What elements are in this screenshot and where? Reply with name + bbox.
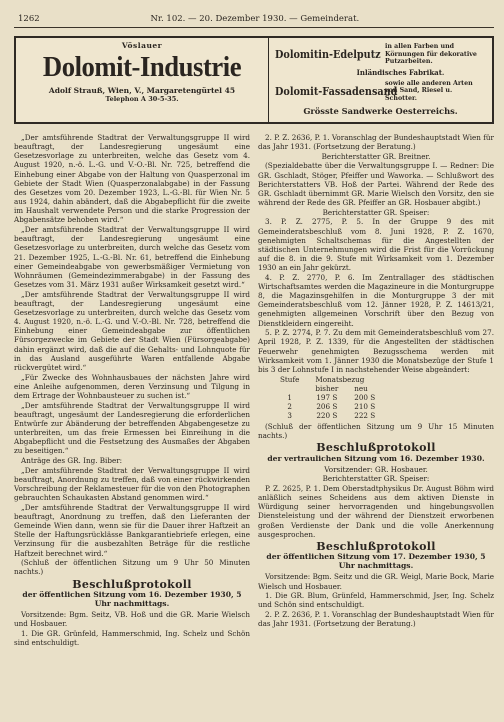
ad-footer: Grösste Sandwerke Oesterreichs. <box>303 106 458 116</box>
paragraph: „Der amtsführende Stadtrat der Verwaltungsgruppe II wird beauftragt, der Landesregierung ungesäumt eine Gesetzesvorlage zu unterbreiten, durch welche das Gesetz vom 4. August 1920, n.-ö. L.-G. und V.-O.-Bl. Nr. 728, betreffend die Einhebung einer Gemeindeabgabe zur öffentlichen Fürsorgezwecke im Gebiete der Stadt Wien (Fürsorgeabgabe) dahin ergänzt wird, daß die auf die Gehalts- und Lohnquote für in das Ausland ausgeführte Waren entfallende Abgabe rückvergütet wird.“ <box>14 289 250 372</box>
paragraph: 2. P. Z. 2636, P. 1. Voranschlag der Bundeshauptstadt Wien für das Jahr 1931. (Fortsetzung der Beratung.) <box>258 610 494 629</box>
ad-brand-small: Vöslauer <box>121 41 163 50</box>
salary-table <box>272 375 383 420</box>
paragraph: Vorsitzende: Bgm. Seitz, VB. Hoß und die GR. Marie Wielsch und Hosbauer. <box>14 609 250 629</box>
paragraph: 4. P. Z. 2770, P. 6. Im Zentrallager des städtischen Wirtschaftsamtes werden die Magazineure in die Monturgruppe 8, die Magazinsgehilfen in die Monturgruppe 3 der mit Gemeinderatsbeschluß vom 12. Jänner 1928, P. Z. 14613/21, genehmigten allgemeinen Vorschrift über den Bezug von Dienstkleidern eingereiht. <box>258 272 494 328</box>
reporter-line: Berichterstatter GR. Breitner. <box>321 151 431 161</box>
paragraph: (Spezialdebatte über die Verwaltungsgruppe I. — Redner: Die GR. Gschladt, Stöger, Pfeiffer und Waworka. — Schlußwort des Berichterstatters VB. Hoß der Partei. Während der Rede des GR. Gschladt übernimmt GR. Marie Wielsch den Vorsitz, den sie während der Rede des GR. Pfeiffer an GR. Hosbauer abgibt.) <box>258 161 494 208</box>
reporter-line: Berichterstatter GR. Speiser: <box>322 207 430 217</box>
ad-product-row <box>275 80 486 103</box>
newspaper-page <box>14 8 494 716</box>
table-cell: 197 S <box>316 393 338 403</box>
paragraph: 2. P. Z. 2636, P. 1. Voranschlag der Bundeshauptstadt Wien für das Jahr 1931. (Fortsetzung der Beratung.) <box>258 133 494 152</box>
table-cell: 206 S <box>316 402 338 412</box>
ad-products-block <box>269 38 492 122</box>
chair-line: Vorsitzender: GR. Hosbauer. <box>324 464 428 474</box>
section-heading: Beschlußprotokoll <box>72 577 192 591</box>
table-row <box>272 393 383 402</box>
paragraph: „Der amtsführende Stadtrat der Verwaltungsgruppe II wird beauftragt, ungesäumt der Landesregierung die erforderlichen Entwürfe zur Abänderung der betreffenden Abgabengesetze zu unterbreiten, um das freie Ermessen bei Einreihung in die Abgabepflicht und die Festsetzung des Ausmaßes der Abgaben zu beseitigen.“ <box>14 400 250 456</box>
paragraph: „Der amtsführende Stadtrat der Verwaltungsgruppe II wird beauftragt, der Landesregierung ungesäumt eine Gesetzesvorlage zu unterbreiten, welche das Gesetz vom 4. August 1920, n.-ö. L.-G. und V.-O.-Bl. Nr. 725, betreffend die Einhebung einer Abgabe von der Haltung von Quasperzonal im Gebiete der Stadt Wien (Quasperzonalabgabe) in der Fassung des Gesetzes vom 20. Dezember 1923, L.-G.-Bl. für Wien Nr. 5 aus 1924, dahin abändert, daß die Abgabepflicht für die zweite im Haushalt verwendete Person und die starke Progression der Abgabensätze behoben wird.“ <box>14 133 250 225</box>
ad-phone: Telephon A 30-5-35. <box>105 95 179 103</box>
ad-product-desc: in allen Farben und Körnungen für dekorative Putzarbeiten. <box>385 43 477 65</box>
paragraph: „Der amtsführende Stadtrat der Verwaltungsgruppe II wird beauftragt, der Landesregierung ungesäumt eine Gesetzesvorlage zu unterbreiten, durch welche das Gesetz vom 21. Dezember 1925, L.-G.-Bl. Nr. 61, betreffend die Einhebung einer Gemeindeabgabe von gewerbsmäßiger Vermietung von Wohnräumen (Gemeindezimmerabgabe) in der Fassung des Gesetzes vom 31. März 1931 außer Wirksamkeit gesetzt wird.“ <box>14 225 250 289</box>
section-subheading: der vertraulichen Sitzung vom 16. Dezember 1930. <box>267 453 485 463</box>
section-subheading: der öffentlichen Sitzung vom 16. Dezember 1930, 5 Uhr nachmittags. <box>22 589 242 608</box>
left-column <box>14 133 250 648</box>
paragraph: Vorsitzende: Bgm. Seitz und die GR. Weigl, Marie Bock, Marie Wielsch und Hosbauer. <box>258 572 494 591</box>
ad-brand-block <box>16 38 269 122</box>
table-cell: 210 S <box>354 402 376 412</box>
paragraph: 1. Die GR. Grünfeld, Hammerschmid, Ing. Schelz und Schön sind entschuldigt. <box>14 628 250 647</box>
table-cell: 222 S <box>354 411 376 421</box>
paragraph: (Schluß der öffentlichen Sitzung um 9 Uhr 50 Minuten nachts.) <box>14 558 250 577</box>
ad-brand-title: Dolomit-Industrie <box>42 51 242 83</box>
table-header: neu <box>354 384 368 394</box>
table-cell: 3 <box>287 411 292 421</box>
paragraph: „Der amtsführende Stadtrat der Verwaltungsgruppe II wird beauftragt, Anordnung zu treffen, daß den Lieferanten der Gemeinde Wien dann, wenn sie für die Dauer ihrer Haftzeit an Stelle der Haftungsrücklässe Bankgarantiebriefe erlegen, eine Verzinsung für die ausbezahlten Beträge für die restliche Haftzeit berechnet wird.“ <box>14 502 250 558</box>
section-subheading: der öffentlichen Sitzung vom 17. Dezember 1930, 5 Uhr nachmittags. <box>266 552 486 571</box>
ad-product-name: Dolomitin-Edelputz <box>275 47 381 62</box>
table-row <box>272 411 383 420</box>
paragraph: Anträge des GR. Ing. Biber: <box>21 455 123 465</box>
paragraph: „Für Zwecke des Wohnhausbaues der nächsten Jahre wird eine Anleihe aufgenommen, deren Verzinsung und Tilgung in dem Ertrage der Wohnbausteuer zu suchen ist.“ <box>14 372 250 400</box>
advertisement <box>14 36 494 124</box>
paragraph: (Schluß der öffentlichen Sitzung um 9 Uhr 15 Minuten nachts.) <box>258 422 494 441</box>
issue-info: Nr. 102. — 20. Dezember 1930. — Gemeinderat. <box>150 14 360 24</box>
ad-product-name: Dolomit-Fassadensand <box>275 83 398 98</box>
table-cell: 2 <box>287 402 292 412</box>
ad-address: Adolf Strauß, Wien, V., Margaretengürtel 45 <box>48 86 236 95</box>
page-number: 1262 <box>18 14 40 24</box>
ad-product-desc: sowie alle anderen Arten von Sand, Riesel u. Schotter. <box>385 79 473 102</box>
right-column <box>258 133 494 648</box>
table-cell: 1 <box>287 393 292 403</box>
page-header <box>14 8 494 28</box>
section-heading: Beschlußprotokoll <box>316 441 436 455</box>
table-header: bisher <box>315 384 339 394</box>
table-cell: 200 S <box>354 393 376 403</box>
ad-made-in: Inländisches Fabrikat. <box>356 67 445 77</box>
reporter-line: Berichterstatter GR. Speiser: <box>322 474 430 484</box>
table-row <box>272 402 383 411</box>
ad-product-row <box>275 43 486 66</box>
paragraph: P. Z. 2625, P. 1. Dem Oberstadtphysikus Dr. August Böhm wird anläßlich seines Scheidens aus dem aktiven Dienste in Würdigung seiner hervorragenden und hingebungsvollen Diensteleistung und der während der Dienstzeit erworbenen großen Verdienste der Dank und die volle Anerkennung ausgesprochen. <box>258 484 494 539</box>
table-header: Monatsbezug <box>315 375 365 385</box>
article-columns <box>14 133 494 648</box>
paragraph: „Der amtsführende Stadtrat der Verwaltungsgruppe II wird beauftragt, Anordnung zu treffen, daß von einer rückwirkenden Vorschreibung der Reklamesteuer für die von den Photographen gebrauchten Schaukasten Abstand genommen wird.“ <box>14 465 251 503</box>
table-header: Stufe <box>280 375 300 385</box>
table-cell: 220 S <box>316 411 338 421</box>
paragraph: 3. P. Z. 2775, P. 5. In der Gruppe 9 des mit Gemeinderatsbeschluß vom 8. Juni 1928, P. Z. 1670, genehmigten Schaltschemas für die Angestellten der städtischen Unternehmungen wird die Frist für die Vorrückung auf die 8. in die 9. Stufe mit Wirksamkeit vom 1. Dezember 1930 an ein Jahr gekürzt. <box>258 217 494 273</box>
paragraph: 5. P. Z. 2774, P. 7. Zu dem mit Gemeinderatsbeschluß vom 27. April 1928, P. Z. 1339, für die Angestellten der städtischen Feuerwehr genehmigten Bezugsschema werden mit Wirksamkeit vom 1. Jänner 1930 die Monatsbezüge der Stufe 1 bis 3 der Lohnstufe I in nachstehender Weise abgeändert: <box>258 328 494 374</box>
paragraph: 1. Die GR. Blum, Grünfeld, Hammerschmid, Jser, Ing. Schelz und Schön sind entschuldigt. <box>258 591 494 610</box>
section-heading: Beschlußprotokoll <box>316 539 436 553</box>
